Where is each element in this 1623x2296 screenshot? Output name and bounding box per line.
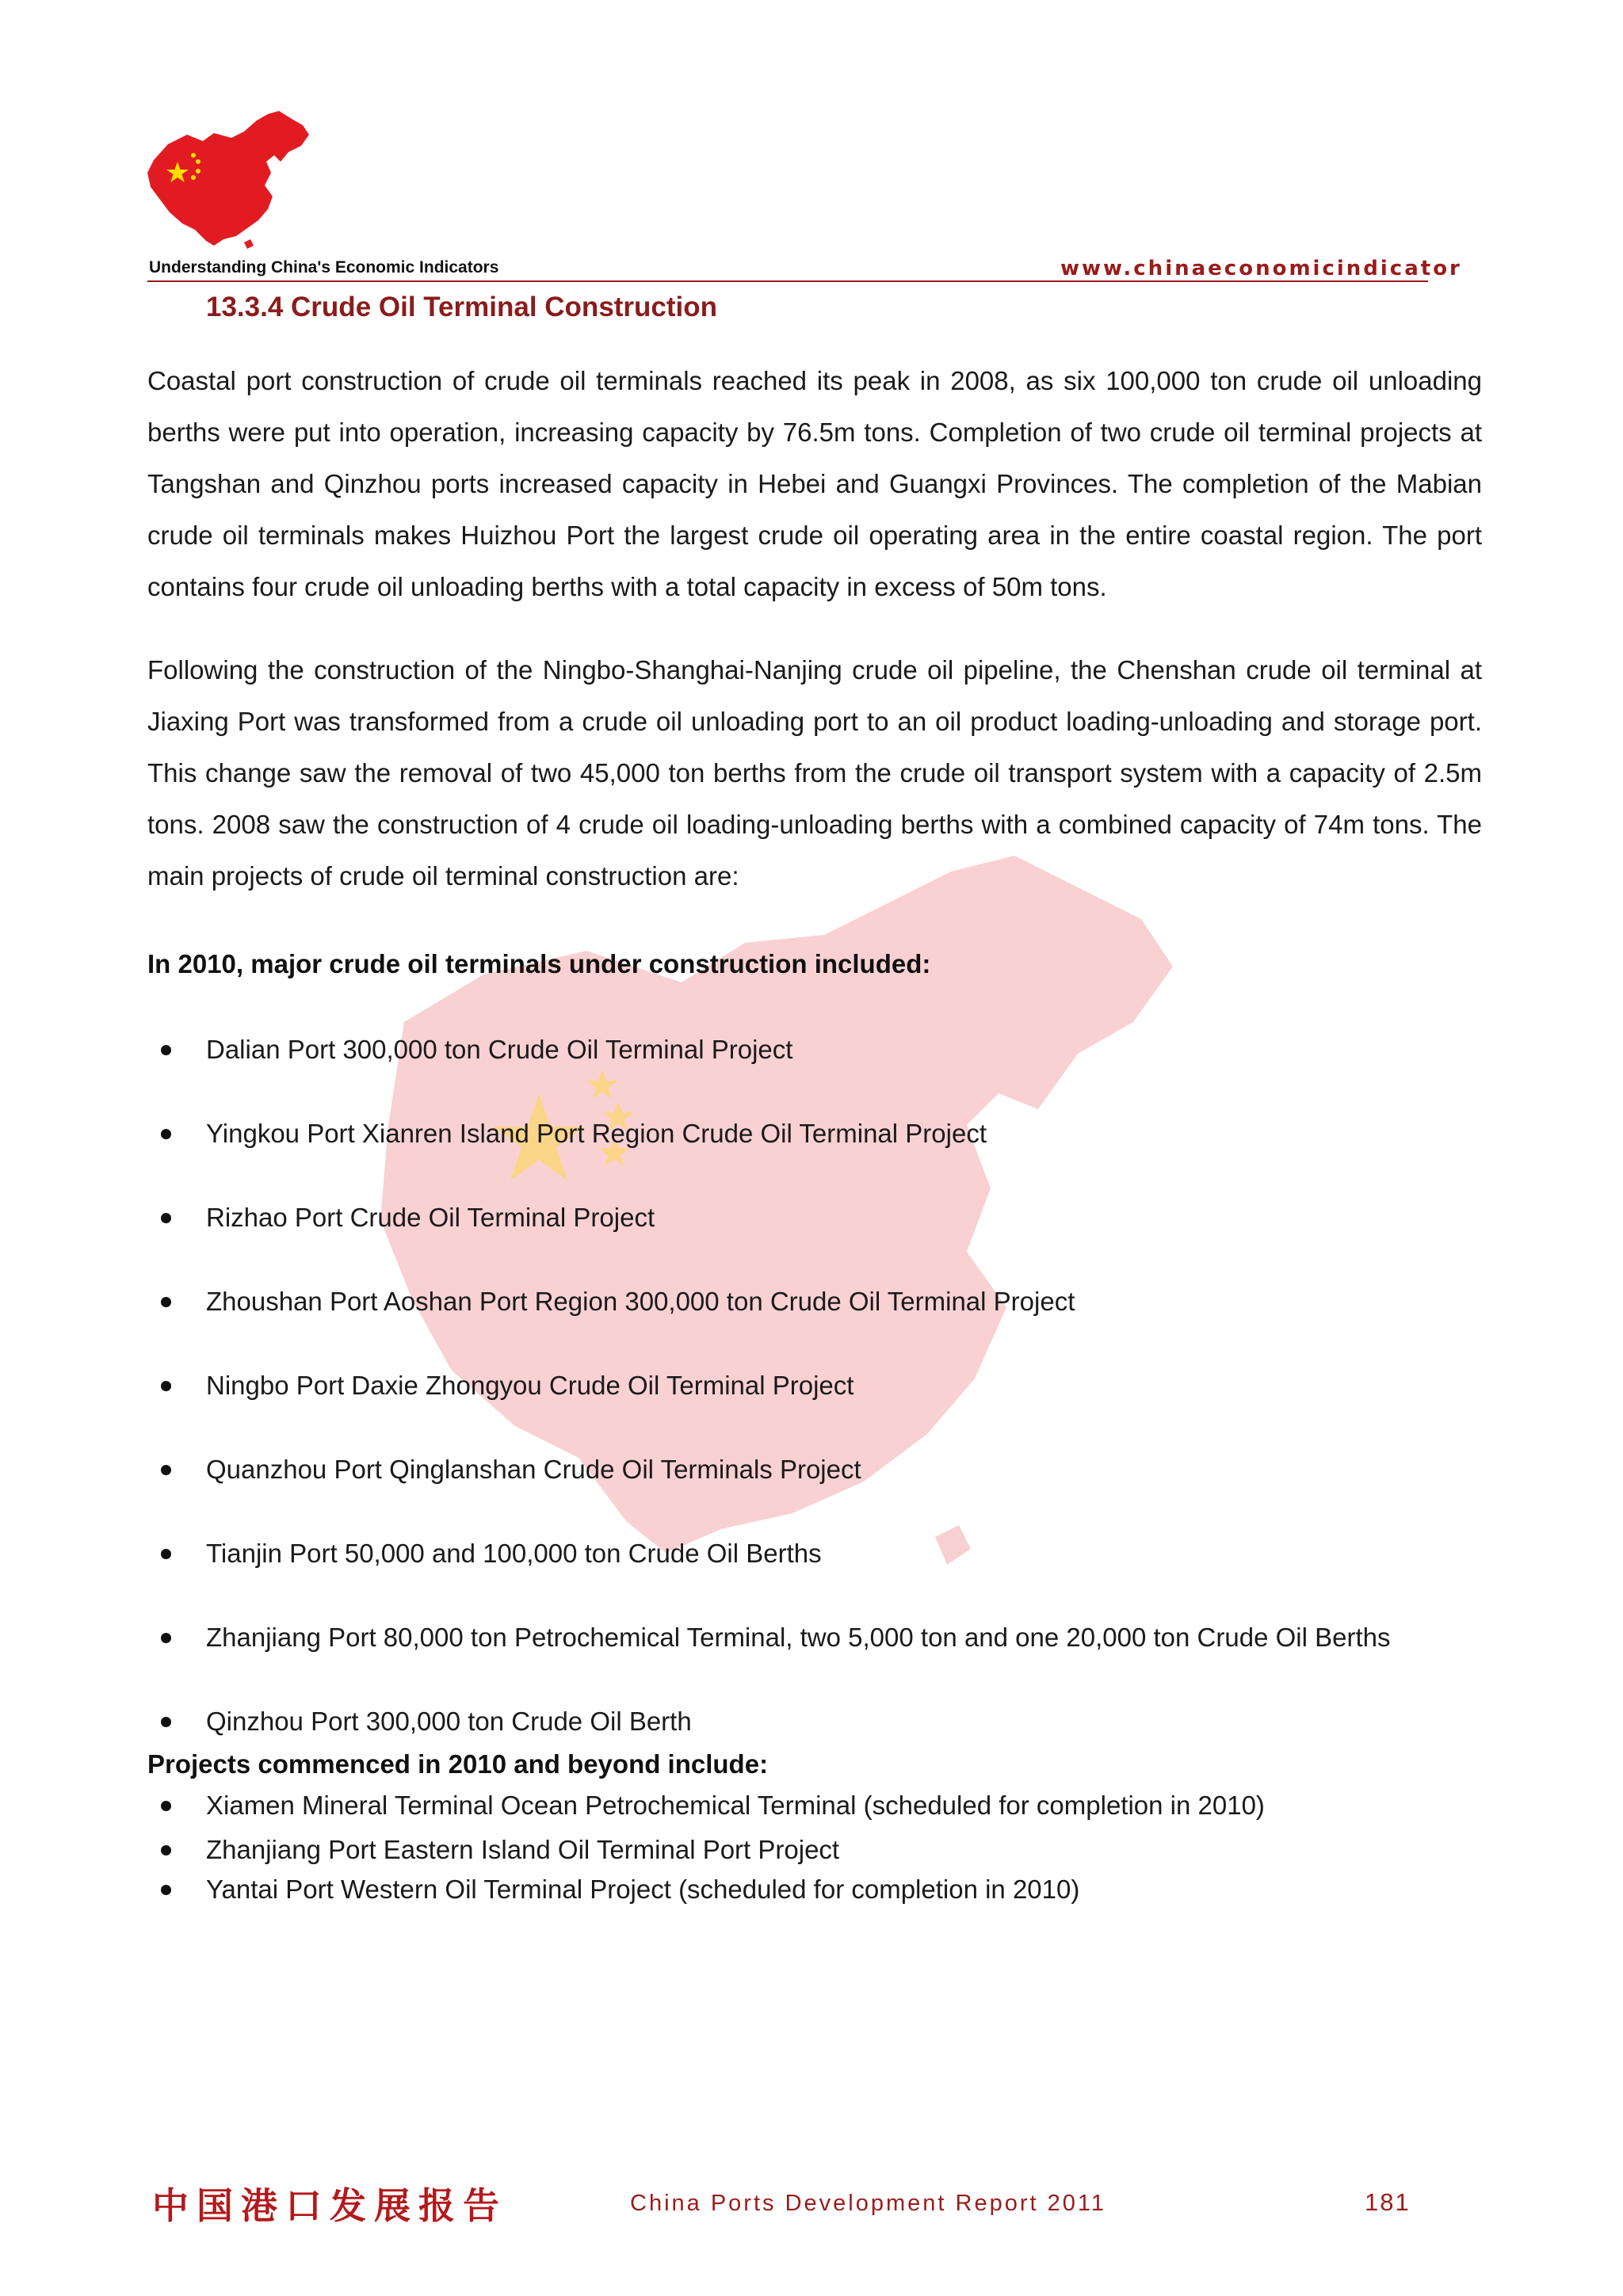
list-item: Dalian Port 300,000 ton Crude Oil Terminal Project bbox=[147, 1034, 1495, 1118]
bullet-dot-icon bbox=[161, 1213, 171, 1223]
list-item: Zhanjiang Port 80,000 ton Petrochemical Terminal, two 5,000 ton and one 20,000 ton Crude Oil Berths bbox=[147, 1622, 1495, 1706]
page-number: 181 bbox=[1365, 2188, 1411, 2216]
list-item: Rizhao Port Crude Oil Terminal Project bbox=[147, 1202, 1495, 1286]
bullet-dot-icon bbox=[161, 1633, 171, 1643]
list-item: Quanzhou Port Qinglanshan Crude Oil Terminals Project bbox=[147, 1454, 1495, 1538]
list-2010-projects bbox=[147, 1034, 1495, 1958]
paragraph-1: Coastal port construction of crude oil terminals reached its peak in 2008, as six 100,000 ton crude oil unloading berths were put into operation, increasing capacity by 76.5m tons. Completion of two crude oil terminal projects at Tangshan and Qinzhou ports increased capacity in Hebei and Guangxi Provinces. The completion of the Mabian crude oil terminals makes Huizhou Port the largest crude oil operating area in the entire coastal region. The port contains four crude oil unloading berths with a total capacity in excess of 50m tons. bbox=[147, 366, 1482, 601]
site-url-link[interactable]: www.chinaeconomicindicator bbox=[1060, 257, 1462, 280]
bullet-dot-icon bbox=[161, 1045, 171, 1055]
bullet-dot-icon bbox=[161, 1845, 171, 1855]
list-item: Yingkou Port Xianren Island Port Region Crude Oil Terminal Project bbox=[147, 1118, 1495, 1202]
bullet-dot-icon bbox=[161, 1801, 171, 1811]
paragraph-2: Following the construction of the Ningbo-Shanghai-Nanjing crude oil pipeline, the Chenshan crude oil terminal at Jiaxing Port was transformed from a crude oil unloading port to an oil product loading-unloading and storage port. This change saw the removal of two 45,000 ton berths from the crude oil transport system with a capacity of 2.5m tons. 2008 saw the construction of 4 crude oil loading-unloading berths with a combined capacity of 74m tons. The main projects of crude oil terminal construction are: bbox=[147, 655, 1482, 891]
bullet-dot-icon bbox=[161, 1717, 171, 1727]
list-item: Zhoushan Port Aoshan Port Region 300,000 ton Crude Oil Terminal Project bbox=[147, 1286, 1495, 1370]
bullet-dot-icon bbox=[161, 1549, 171, 1559]
list-item: Tianjin Port 50,000 and 100,000 ton Crude Oil Berths bbox=[147, 1538, 1495, 1622]
header-divider bbox=[147, 280, 1428, 282]
list-beyond-projects bbox=[147, 1834, 1495, 1918]
list-item: Zhanjiang Port Eastern Island Oil Terminal Port Project bbox=[147, 1834, 1495, 1918]
bullet-dot-icon bbox=[161, 1465, 171, 1475]
subheading-beyond: Projects commenced in 2010 and beyond include: bbox=[147, 1749, 769, 1779]
footer-chinese-title: 中国港口发展报告 bbox=[152, 2184, 507, 2227]
section-title: 13.3.4 Crude Oil Terminal Construction bbox=[206, 292, 718, 322]
list-item: Xiamen Mineral Terminal Ocean Petrochemical Terminal (scheduled for completion in 2010) bbox=[147, 1790, 1495, 1874]
bullet-dot-icon bbox=[161, 1297, 171, 1307]
subheading-2010: In 2010, major crude oil terminals under construction included: bbox=[147, 949, 931, 978]
footer-report-title: China Ports Development Report 2011 bbox=[630, 2191, 1106, 2216]
china-map-logo-icon bbox=[146, 111, 312, 250]
list-item: Ningbo Port Daxie Zhongyou Crude Oil Terminal Project bbox=[147, 1370, 1495, 1454]
bullet-dot-icon bbox=[161, 1129, 171, 1139]
brand-text: Understanding China's Economic Indicators bbox=[149, 258, 499, 277]
list-item: Qinzhou Port 300,000 ton Crude Oil Berth bbox=[147, 1706, 1495, 1790]
bullet-dot-icon bbox=[161, 1381, 171, 1391]
list-item: Yantai Port Western Oil Terminal Project (scheduled for completion in 2010) bbox=[147, 1874, 1495, 1958]
